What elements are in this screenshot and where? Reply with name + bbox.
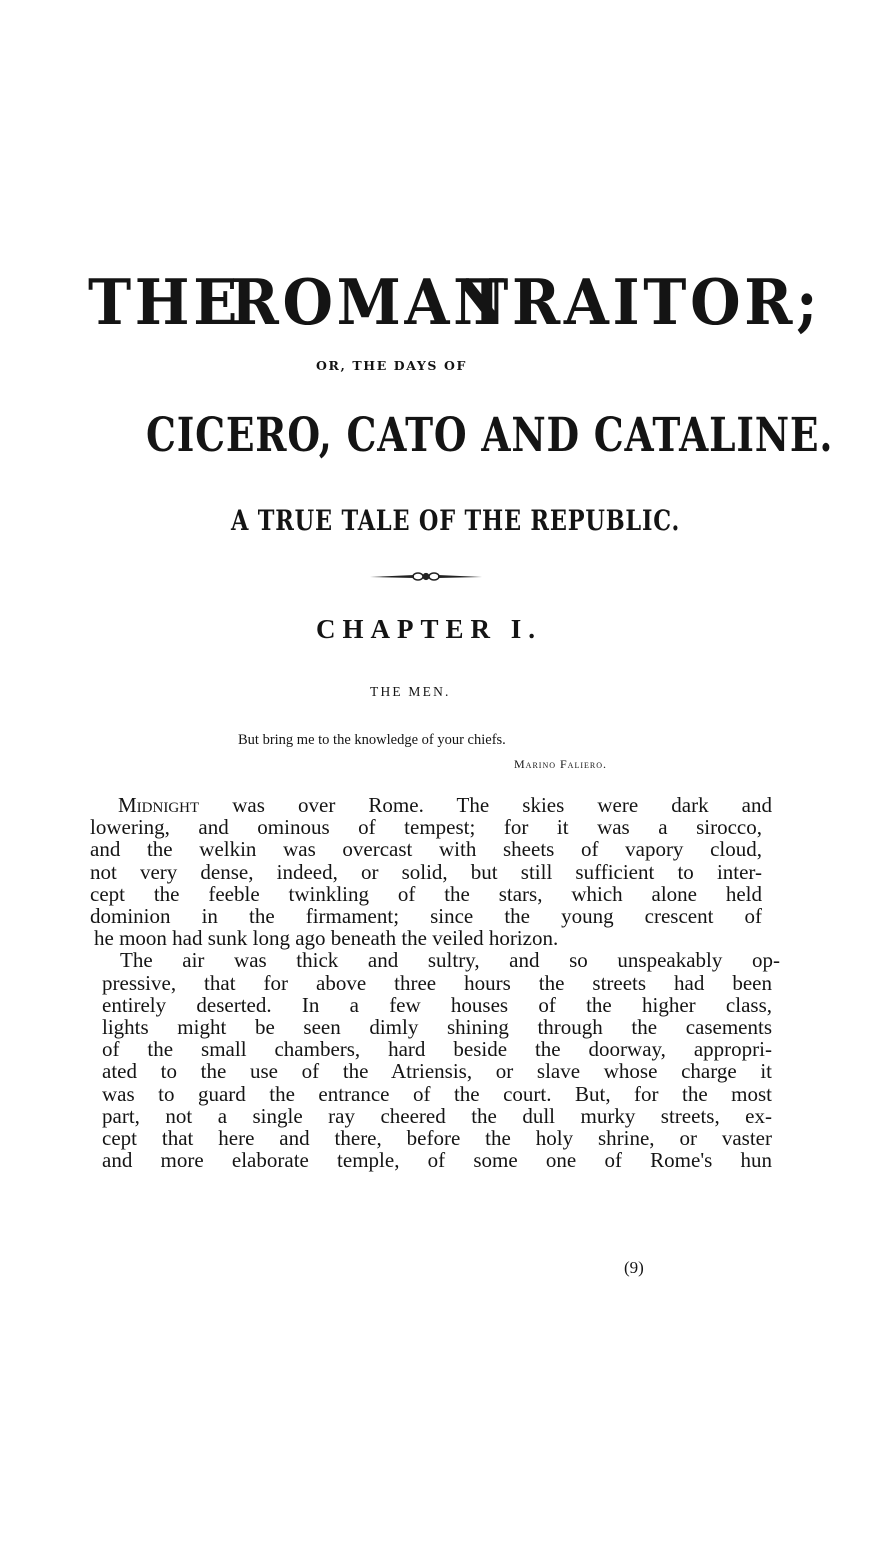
- body-line: was to guard the entrance of the court. But, for the most: [102, 1081, 772, 1106]
- tagline: A TRUE TALE OF THE REPUBLIC.: [231, 504, 681, 537]
- ornament-divider: [368, 568, 484, 584]
- body-line: part, not a single ray cheered the dull murky streets, ex-: [102, 1103, 772, 1128]
- body-first-word: Midnight: [118, 793, 200, 817]
- body-line: pressive, that for above three hours the streets had been: [102, 970, 772, 995]
- body-line: lowering, and ominous of tempest; for it was a sirocco,: [90, 815, 762, 840]
- body-line: lights might be seen dimly shining through the casements: [102, 1015, 772, 1040]
- body-line: and the welkin was overcast with sheets of vapory cloud,: [90, 837, 762, 862]
- body-line: ated to the use of the Atriensis, or slave whose charge it: [102, 1059, 772, 1084]
- epigraph-text: But bring me to the knowledge of your chiefs.: [238, 732, 506, 748]
- body-line: cept the feeble twinkling of the stars, which alone held: [90, 881, 762, 906]
- chapter-heading: CHAPTER I.: [316, 614, 543, 644]
- title-word: THE: [88, 265, 242, 339]
- body-line: The air was thick and sultry, and so unspeakably op-: [120, 948, 780, 973]
- body-line: not very dense, indeed, or solid, but still sufficient to inter-: [90, 859, 762, 884]
- body-line: cept that here and there, before the holy shrine, or vaster: [102, 1126, 772, 1151]
- epigraph-source: Marino Faliero.: [514, 757, 608, 771]
- body-text: [90, 793, 780, 1173]
- page-number: (9): [624, 1258, 644, 1277]
- body-line-text: was over Rome. The skies were dark and: [199, 793, 772, 817]
- chapter-subheading: THE MEN.: [370, 684, 451, 699]
- title-word: TRAITOR;: [465, 265, 822, 339]
- body-line: dominion in the firmament; since the young crescent of: [90, 904, 762, 929]
- subtitle-connector: OR, THE DAYS OF: [316, 358, 467, 373]
- body-line: of the small chambers, hard beside the doorway, appropri-: [102, 1037, 772, 1062]
- body-line: [90, 794, 772, 816]
- title-word: ROMAN: [230, 265, 510, 339]
- body-line: and more elaborate temple, of some one of Rome's hun: [102, 1148, 772, 1173]
- body-line: entirely deserted. In a few houses of the higher class,: [102, 992, 772, 1017]
- subtitle: CICERO, CATO AND CATALINE.: [146, 408, 834, 463]
- body-line: he moon had sunk long ago beneath the veiled horizon.: [94, 926, 559, 951]
